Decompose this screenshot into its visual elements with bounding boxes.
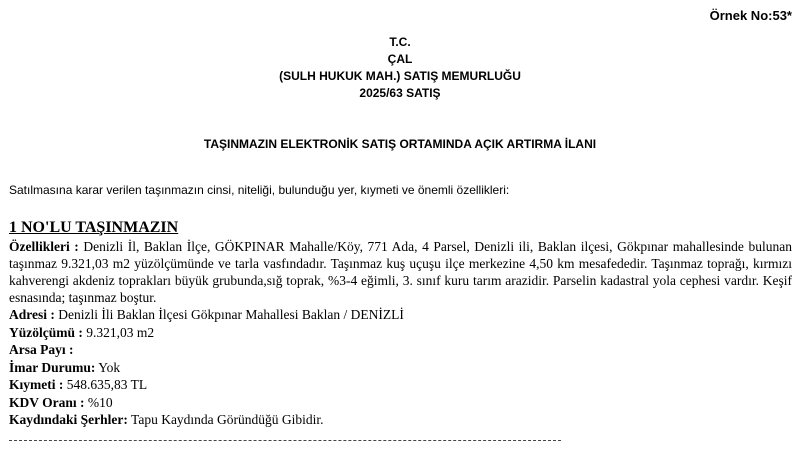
zoning-label: İmar Durumu: (9, 359, 96, 375)
vat-value: %10 (84, 394, 113, 410)
records-value: Tapu Kaydında Göründüğü Gibidir. (127, 412, 324, 427)
property-value (9, 376, 792, 394)
address-value: Denizli İli Baklan İlçesi Gökpınar Mahallesi Baklan / DENİZLİ (54, 307, 404, 322)
vat-label: KDV Oranı : (9, 394, 85, 410)
header-case-number: 2025/63 SATIŞ (359, 86, 441, 100)
section-divider (9, 440, 561, 441)
sample-number: Örnek No:53* (709, 8, 792, 23)
property-area (9, 324, 792, 342)
features-label: Özellikleri : (9, 239, 79, 254)
zoning-value: Yok (95, 359, 121, 375)
document-header (0, 34, 800, 102)
intro-text: Satılmasına karar verilen taşınmazın cinsi, niteliği, bulunduğu yer, kıymeti ve önemli özellikleri: (9, 183, 510, 197)
share-label: Arsa Payı : (9, 342, 74, 357)
document-title: TAŞINMAZIN ELEKTRONİK SATIŞ ORTAMINDA AÇIK ARTIRMA İLANI (203, 137, 597, 151)
value-amount: 548.635,83 TL (63, 377, 148, 392)
property-heading: 1 NO'LU TAŞINMAZIN (9, 219, 179, 236)
property-section (9, 218, 792, 429)
address-label: Adresi : (9, 307, 55, 322)
header-office: (SULH HUKUK MAH.) SATIŞ MEMURLUĞU (279, 69, 521, 83)
header-district: ÇAL (387, 52, 413, 66)
area-value: 9.321,03 m2 (82, 324, 155, 340)
property-features (9, 238, 792, 306)
area-label: Yüzölçümü : (9, 324, 83, 340)
features-text: Denizli İl, Baklan İlçe, GÖKPINAR Mahalle/Köy, 771 Ada, 4 Parsel, Denizli ili, Baklan ilçesi, Gökpınar mahallesinde bulunan taşınmaz 9.321,03 m2 yüzölçümünde ve tarla vasfındadır. Taşınmaz kuş uçuşu ilçe merkezine 4,50 km mesafededir. Taşınmaz toprağı, kırmızı kahverengi akdeniz toprakları büyük grubunda,sığ toprak, %3-4 eğimli, 3. sınıf kuru tarım arazidir. Parselin kadastral yola cephesi vardır. Keşif esnasında; taşınmaz boştur. (9, 239, 792, 305)
property-share (9, 341, 792, 359)
value-label: Kıymeti : (9, 377, 64, 392)
records-label: Kaydındaki Şerhler: (9, 412, 128, 427)
property-records (9, 411, 792, 429)
property-address (9, 306, 792, 324)
header-country: T.C. (389, 35, 411, 49)
property-zoning (9, 359, 792, 377)
property-vat (9, 394, 792, 412)
